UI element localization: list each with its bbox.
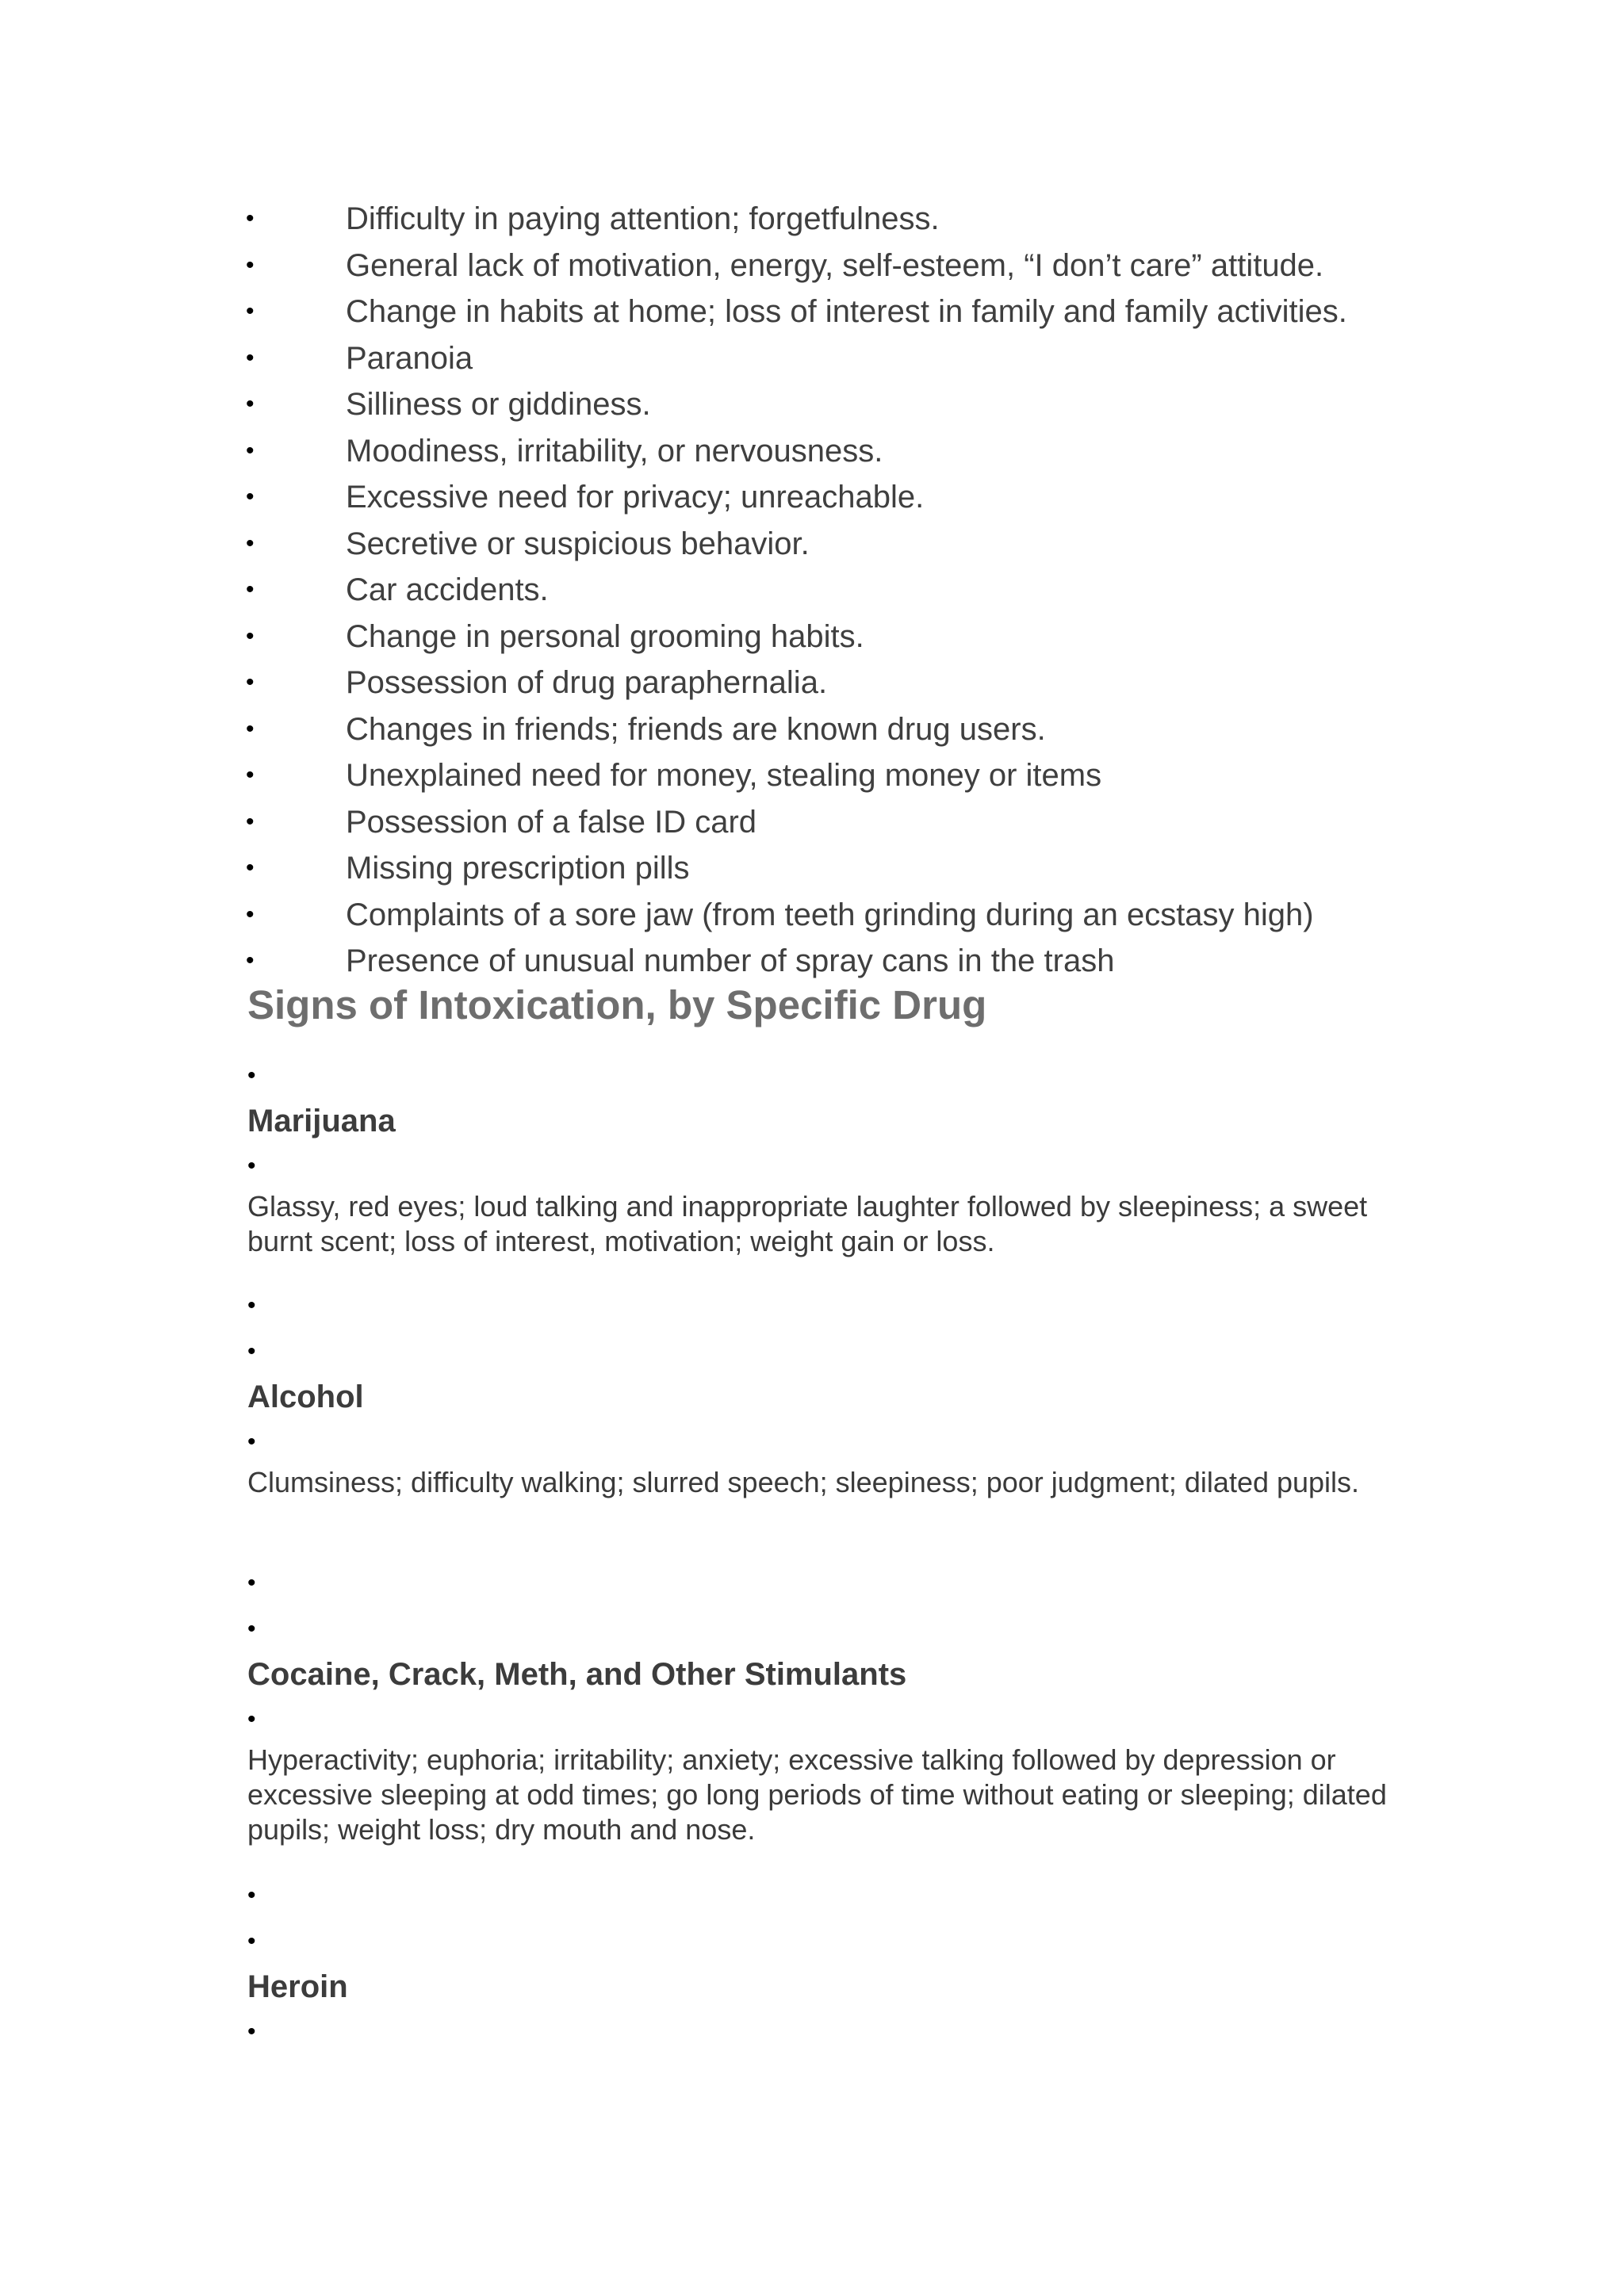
bullet-icon: •	[247, 1062, 256, 1089]
drug-description: Clumsiness; difficulty walking; slurred speech; sleepiness; poor judgment; dilated pupils.	[247, 1466, 1360, 1498]
drug-section-marijuana	[247, 1053, 1389, 1259]
bullet-icon: •	[247, 1706, 256, 1732]
bullet-icon: •	[246, 391, 255, 417]
bullet-icon: •	[247, 1429, 256, 1455]
drug-name: Cocaine, Crack, Meth, and Other Stimulants	[247, 1657, 907, 1692]
bullet-icon: •	[246, 437, 255, 464]
bullet-icon: •	[246, 576, 255, 603]
bullet-icon: •	[246, 947, 255, 974]
bullet-icon: •	[246, 808, 255, 835]
bullet-icon: •	[246, 298, 255, 324]
document-page: • Difficulty in paying attention; forgetfulness. • General lack of motivation, energy, self-esteem, “I don’t care” attitude. • Change in habits at home; loss of interest in family and family activities. • Paranoia • Silliness or giddiness. • Moodiness, irritability, or nervousness. • Excessive need for privacy; unreachable. • Secretive or suspicious behavior. • Car accidents. • Change in personal grooming habits. • Possession of drug paraphernalia. • Changes in friends; friends are known drug users. • Unexplained need for money, stealing money or items • Possession of a false ID card • Missing prescription pills • Complaints of a sore jaw (from teeth grinding during an ecstasy high) • Presence of unusual number of spray cans in the trash Signs of Intoxication, by Specific Drug • Marijuana • Glassy, red eyes; loud talking and inappropriate laughter followed by sleepiness; a sweet burnt scent; loss of interest, motivation; weight gain or loss. • • Alcohol • Clumsiness; difficulty walking; slurred speech; sleepiness; poor judgment; dilated pupils. • • Cocaine, Crack, Meth, and Other Stimulants • Hyperactivity; euphoria; irritability; anxiety; excessive talking followed by depression or excessive sleeping at odd times; go long periods of time without eating or sleeping; dilated pupils; weight loss; dry mouth and nose. • • Heroin •	[0, 0, 1624, 2296]
drug-description: Hyperactivity; euphoria; irritability; anxiety; excessive talking followed by depression or excessive sleeping at odd times; go long periods of time without eating or sleeping; dilated pupils; weight loss; dry mouth and nose.	[247, 1743, 1387, 1846]
drug-name: Marijuana	[247, 1104, 396, 1138]
bullet-icon: •	[247, 1153, 256, 1179]
bullet-icon: •	[247, 1570, 256, 1596]
bullet-icon: •	[247, 1338, 256, 1364]
bullet-icon: •	[246, 855, 255, 881]
drug-name: Alcohol	[247, 1380, 364, 1414]
bullet-icon: •	[247, 1928, 256, 1954]
section-heading: Signs of Intoxication, by Specific Drug	[247, 982, 987, 1027]
bullet-icon: •	[246, 205, 255, 232]
drug-description: Glassy, red eyes; loud talking and inappropriate laughter followed by sleepiness; a sweet burnt scent; loss of interest, motivation; weight gain or loss.	[247, 1190, 1368, 1257]
bullet-icon: •	[247, 1292, 256, 1318]
bullet-icon: •	[246, 484, 255, 510]
bullet-icon: •	[246, 762, 255, 788]
bullet-icon: •	[247, 2019, 256, 2045]
drug-name: Heroin	[247, 1969, 348, 2004]
drug-section-stimulants	[247, 1560, 1389, 1847]
bullet-icon: •	[247, 1616, 256, 1642]
bullet-icon: •	[246, 669, 255, 695]
bullet-icon: •	[246, 530, 255, 557]
bullet-icon: •	[246, 251, 255, 278]
bullet-icon: •	[246, 901, 255, 928]
bullet-icon: •	[247, 1882, 256, 1908]
bullet-icon: •	[246, 622, 255, 649]
bullet-icon: •	[246, 344, 255, 371]
drug-section-heroin	[247, 1873, 1389, 2055]
drug-section-alcohol	[247, 1283, 1389, 1500]
bullet-icon: •	[246, 715, 255, 742]
